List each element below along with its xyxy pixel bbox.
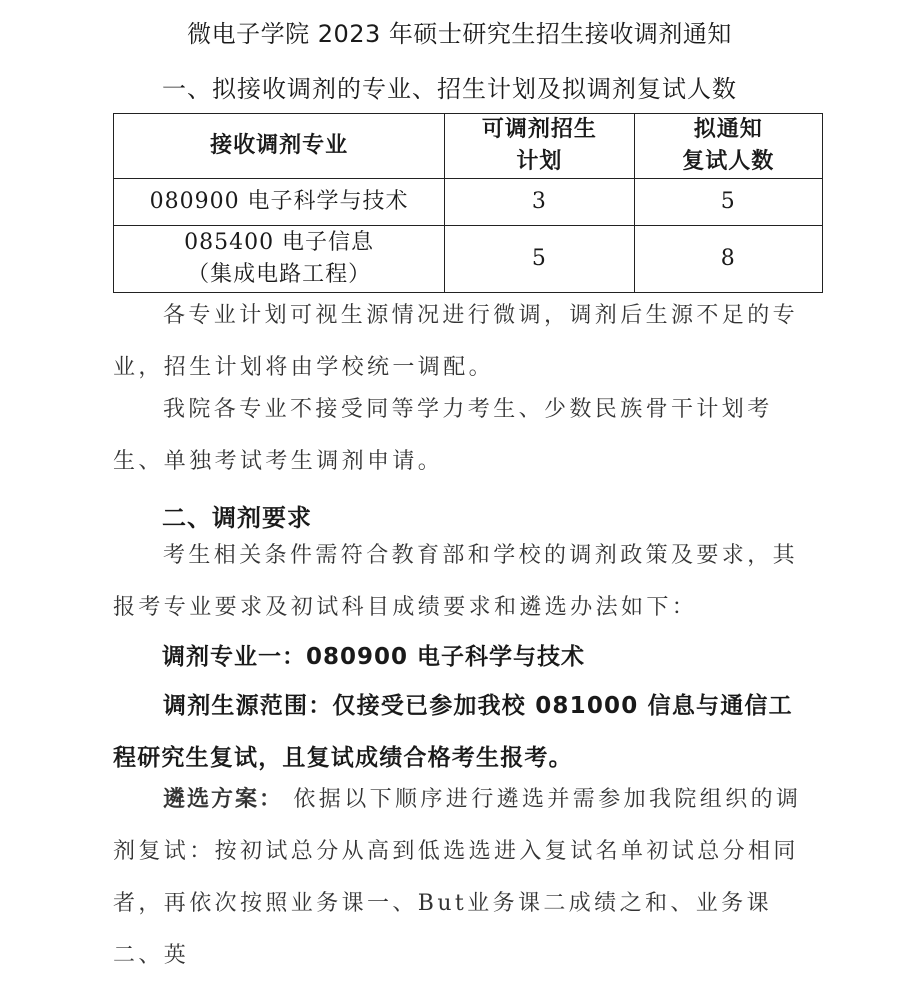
header-count-line1: 拟通知 (693, 117, 763, 142)
selection-text: 依据以下顺序进行遴选并需参加我院组织的调剂复试：按初试总分从高到低选选进入复试名单初试总分相同者，再依次按照业务课一、But业务课二成绩之和、业务课二、英 (113, 787, 802, 968)
header-count-line2: 复试人数 (682, 149, 775, 174)
document-title: 微电子学院 2023 年硕士研究生招生接收调剂通知 (187, 20, 732, 48)
header-plan-line1: 可调剂招生 (481, 117, 597, 142)
header-major: 接收调剂专业 (114, 114, 445, 179)
table-row (114, 226, 823, 293)
major-one-heading: 调剂专业一：080900 电子科学与技术 (162, 644, 586, 670)
cell-major-line2: （集成电路工程） (187, 262, 372, 287)
section-heading-plan: 一、拟接收调剂的专业、招生计划及拟调剂复试人数 (162, 75, 737, 103)
paragraph-plan-adjustment: 各专业计划可视生源情况进行微调，调剂后生源不足的专业，招生计划将由学校统一调配。 (113, 303, 799, 380)
cell-plan: 3 (445, 179, 634, 226)
selection-lead: 遴选方案： (163, 787, 284, 812)
cell-count: 8 (634, 226, 822, 293)
paragraph-selection-plan (113, 774, 813, 982)
enrollment-plan-table (113, 113, 823, 293)
table-row (114, 179, 823, 226)
section-heading-requirements: 二、调剂要求 (162, 504, 312, 532)
paragraph-source-range: 调剂生源范围：仅接受已参加我校 081000 信息与通信工程研究生复试，且复试成绩合格考生报考。 (113, 693, 793, 771)
header-plan (445, 114, 634, 179)
header-count (634, 114, 822, 179)
header-plan-line2: 计划 (516, 149, 563, 174)
cell-major (114, 226, 445, 293)
paragraph-requirements-intro: 考生相关条件需符合教育部和学校的调剂政策及要求，其报考专业要求及初试科目成绩要求和遴选办法如下： (113, 543, 799, 620)
cell-major (114, 179, 445, 226)
cell-major-line1: 085400 电子信息 (184, 230, 375, 255)
cell-plan: 5 (445, 226, 634, 293)
paragraph-exclusions: 我院各专业不接受同等学力考生、少数民族骨干计划考生、单独考试考生调剂申请。 (113, 397, 773, 474)
table-header-row (114, 114, 823, 179)
cell-count: 5 (634, 179, 822, 226)
cell-major-line1: 080900 电子科学与技术 (149, 189, 409, 214)
